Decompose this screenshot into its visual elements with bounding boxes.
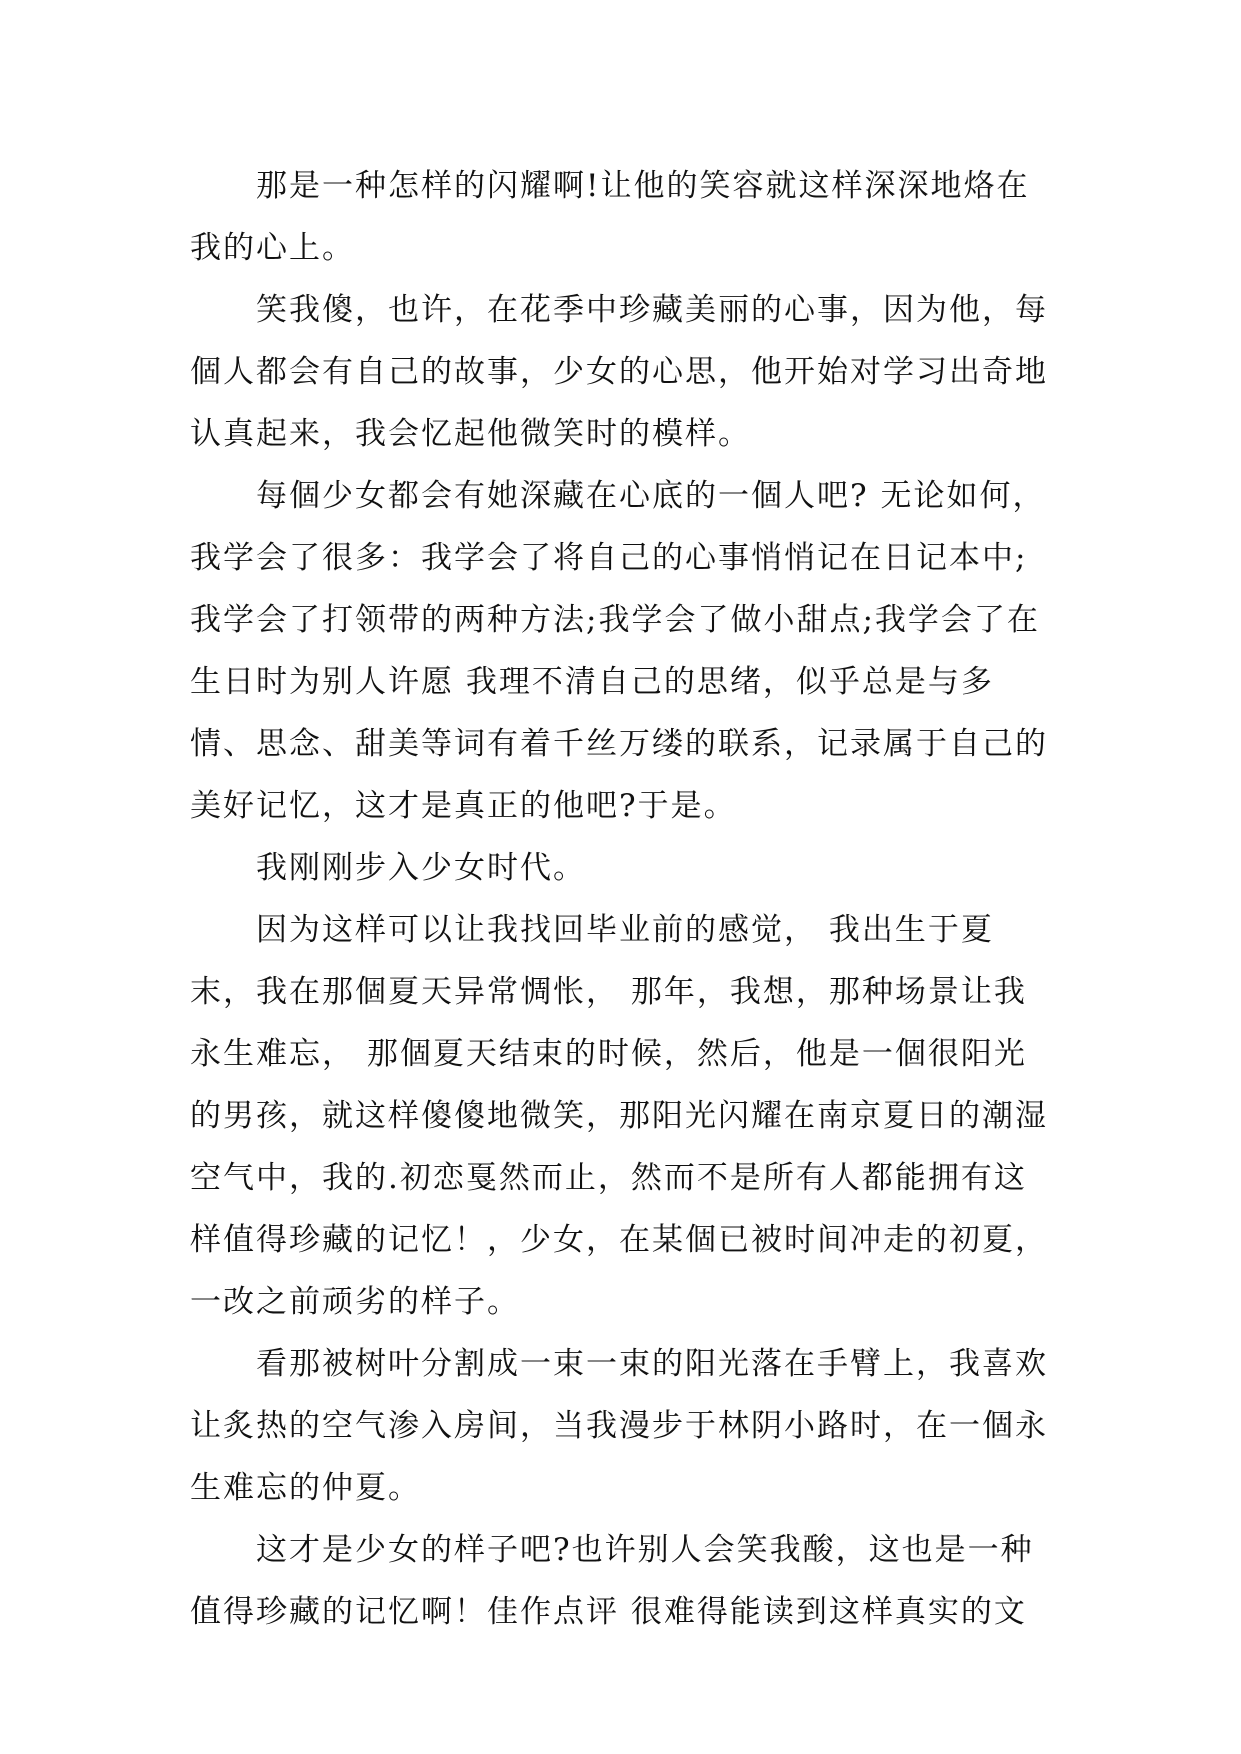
paragraph-4: 我刚刚步入少女时代。 xyxy=(256,850,586,886)
paragraph-6: 看那被树叶分割成一束一束的阳光落在手臂上，我喜欢让炙热的空气渗入房间，当我漫步于林阴小路时，在一個永生难忘的仲夏。 xyxy=(190,1346,1048,1506)
document-body xyxy=(190,155,1050,1643)
paragraph-1: 那是一种怎样的闪耀啊!让他的笑容就这样深深地烙在我的心上。 xyxy=(190,168,1030,266)
paragraph-3: 每個少女都会有她深藏在心底的一個人吧? 无论如何，我学会了很多：我学会了将自己的心事悄悄记在日记本中;我学会了打领带的两种方法;我学会了做小甜点;我学会了在生日时为别人许愿 我理不清自己的思绪，似乎总是与多情、思念、甜美等词有着千丝万缕的联系，记录属于自己的美好记忆，这才是真正的他吧?于是。 xyxy=(190,478,1048,824)
paragraph-5: 因为这样可以让我找回毕业前的感觉， 我出生于夏末，我在那個夏天异常惆怅， 那年，我想，那种场景让我永生难忘， 那個夏天结束的时候，然后，他是一個很阳光的男孩，就这样傻傻地微笑，那阳光闪耀在南京夏日的潮湿空气中，我的.初恋戛然而止，然而不是所有人都能拥有这样值得珍藏的记忆！，少女，在某個已被时间冲走的初夏，一改之前顽劣的样子。 xyxy=(190,912,1048,1320)
paragraph-7: 这才是少女的样子吧?也许别人会笑我酸，这也是一种值得珍藏的记忆啊！佳作点评 很难得能读到这样真实的文 xyxy=(190,1532,1034,1630)
paragraph-2: 笑我傻，也许，在花季中珍藏美丽的心事，因为他，每個人都会有自己的故事，少女的心思，他开始对学习出奇地认真起来，我会忆起他微笑时的模样。 xyxy=(190,292,1048,452)
